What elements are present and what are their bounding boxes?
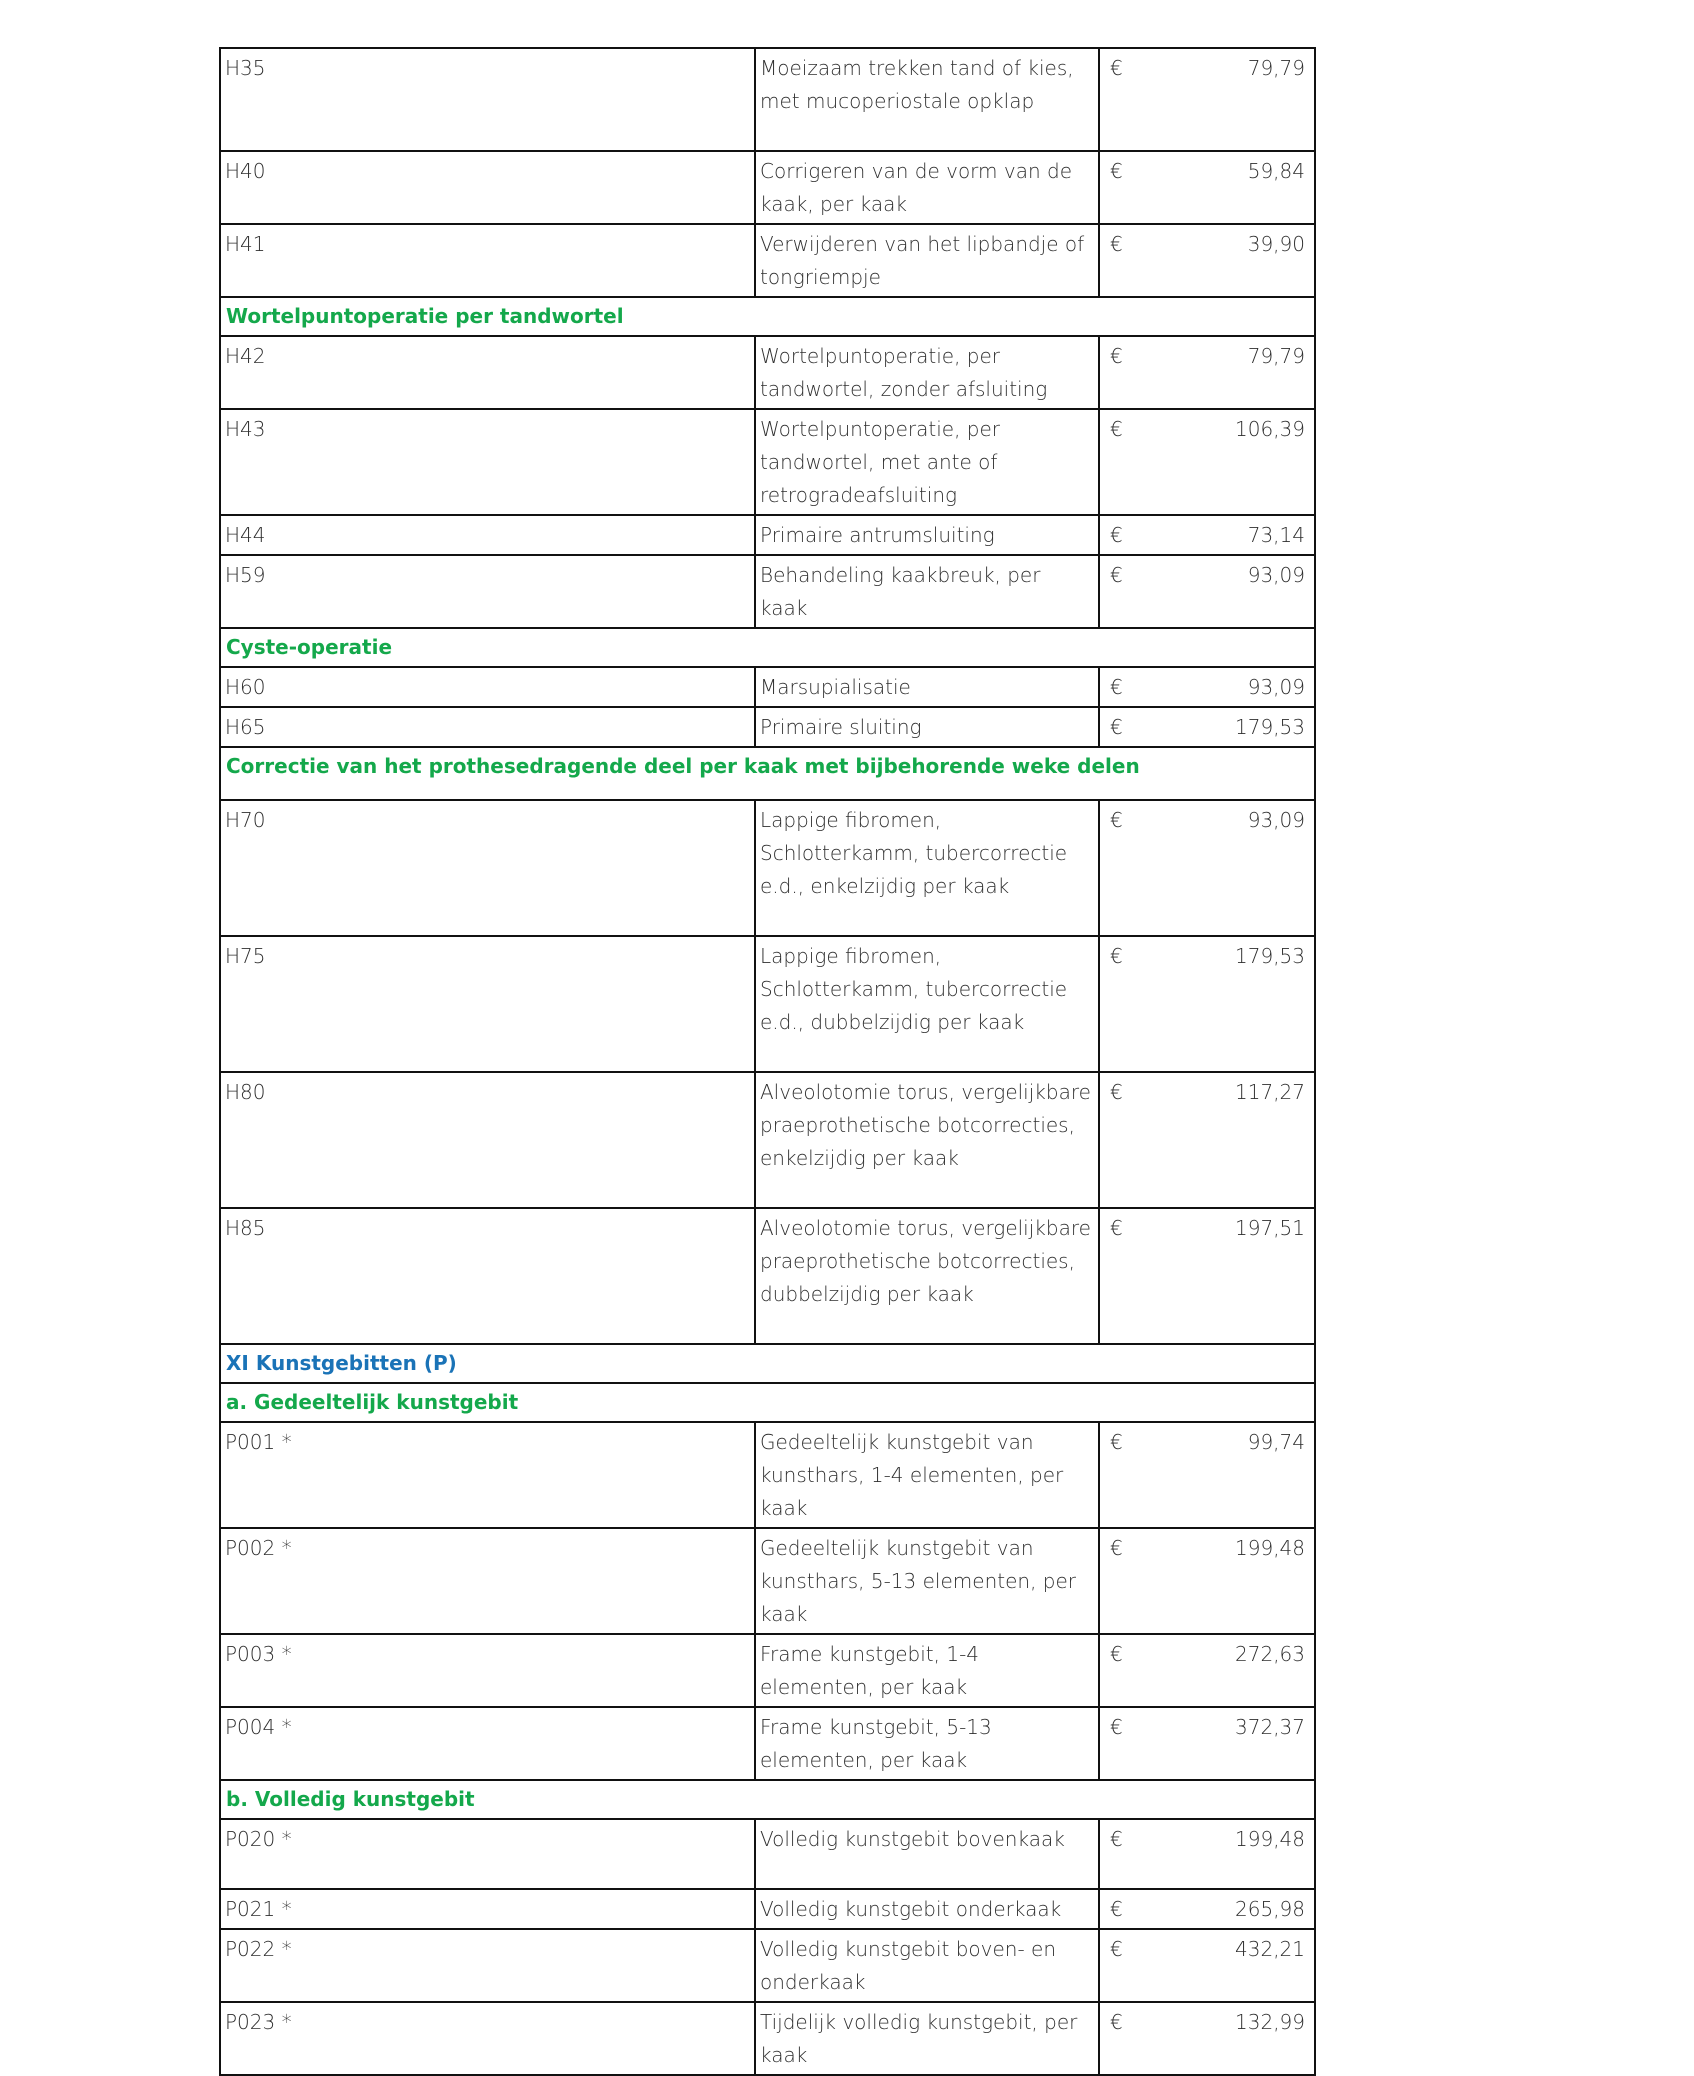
treatment-code: H60	[220, 667, 755, 707]
currency-symbol: €	[1110, 417, 1123, 441]
price-amount: 197,51	[1235, 1216, 1305, 1240]
currency-symbol: €	[1110, 715, 1123, 739]
table-row	[220, 1208, 1315, 1344]
treatment-code: H43	[220, 409, 755, 515]
currency-symbol: €	[1110, 2010, 1123, 2034]
price-amount: 93,09	[1247, 563, 1305, 587]
price-cell	[1099, 1929, 1315, 2002]
price-amount: 372,37	[1235, 1715, 1305, 1739]
price-cell	[1099, 1528, 1315, 1634]
currency-symbol: €	[1110, 56, 1123, 80]
price-amount: 179,53	[1235, 715, 1305, 739]
table-row	[220, 1634, 1315, 1707]
treatment-description: Primaire antrumsluiting	[755, 515, 1099, 555]
treatment-description: Lappige fibromen, Schlotterkamm, tubercorrectie e.d., enkelzijdig per kaak	[755, 800, 1099, 936]
tariff-table	[219, 47, 1316, 2076]
table-row	[220, 1929, 1315, 2002]
price-cell	[1099, 1072, 1315, 1208]
section-row	[220, 1344, 1315, 1383]
treatment-description: Alveolotomie torus, vergelijkbare praeprothetische botcorrecties, enkelzijdig per kaak	[755, 1072, 1099, 1208]
currency-symbol: €	[1110, 523, 1123, 547]
price-cell	[1099, 48, 1315, 151]
table-row	[220, 515, 1315, 555]
treatment-description: Gedeeltelijk kunstgebit van kunsthars, 5-13 elementen, per kaak	[755, 1528, 1099, 1634]
section-title: XI Kunstgebitten (P)	[220, 1344, 1315, 1383]
treatment-code: P023 *	[220, 2002, 755, 2075]
price-cell	[1099, 1819, 1315, 1889]
treatment-code: H85	[220, 1208, 755, 1344]
currency-symbol: €	[1110, 675, 1123, 699]
price-cell	[1099, 2002, 1315, 2075]
treatment-description: Primaire sluiting	[755, 707, 1099, 747]
section-title: Wortelpuntoperatie per tandwortel	[220, 297, 1315, 336]
price-amount: 265,98	[1235, 1897, 1305, 1921]
section-title: Cyste-operatie	[220, 628, 1315, 667]
section-title: b. Volledig kunstgebit	[220, 1780, 1315, 1819]
currency-symbol: €	[1110, 159, 1123, 183]
currency-symbol: €	[1110, 1430, 1123, 1454]
treatment-description: Wortelpuntoperatie, per tandwortel, zonder afsluiting	[755, 336, 1099, 409]
currency-symbol: €	[1110, 944, 1123, 968]
treatment-code: H59	[220, 555, 755, 628]
currency-symbol: €	[1110, 808, 1123, 832]
treatment-description: Verwijderen van het lipbandje of tongriempje	[755, 224, 1099, 297]
price-amount: 39,90	[1247, 232, 1305, 256]
table-row	[220, 2002, 1315, 2075]
price-cell	[1099, 1707, 1315, 1780]
treatment-description: Frame kunstgebit, 5-13 elementen, per kaak	[755, 1707, 1099, 1780]
price-amount: 73,14	[1247, 523, 1305, 547]
currency-symbol: €	[1110, 1897, 1123, 1921]
price-cell	[1099, 555, 1315, 628]
treatment-code: H75	[220, 936, 755, 1072]
price-amount: 179,53	[1235, 944, 1305, 968]
treatment-code: H80	[220, 1072, 755, 1208]
currency-symbol: €	[1110, 1827, 1123, 1851]
currency-symbol: €	[1110, 232, 1123, 256]
table-row	[220, 707, 1315, 747]
treatment-description: Corrigeren van de vorm van de kaak, per kaak	[755, 151, 1099, 224]
currency-symbol: €	[1110, 1642, 1123, 1666]
table-row	[220, 48, 1315, 151]
currency-symbol: €	[1110, 563, 1123, 587]
price-cell	[1099, 936, 1315, 1072]
treatment-description: Wortelpuntoperatie, per tandwortel, met ante of retrogradeafsluiting	[755, 409, 1099, 515]
price-amount: 79,79	[1247, 56, 1305, 80]
price-amount: 132,99	[1235, 2010, 1305, 2034]
price-cell	[1099, 515, 1315, 555]
table-row	[220, 336, 1315, 409]
currency-symbol: €	[1110, 1937, 1123, 1961]
treatment-description: Alveolotomie torus, vergelijkbare praeprothetische botcorrecties, dubbelzijdig per kaak	[755, 1208, 1099, 1344]
price-amount: 106,39	[1235, 417, 1305, 441]
price-amount: 272,63	[1235, 1642, 1305, 1666]
section-title: Correctie van het prothesedragende deel per kaak met bijbehorende weke delen	[220, 747, 1315, 800]
price-amount: 79,79	[1247, 344, 1305, 368]
currency-symbol: €	[1110, 344, 1123, 368]
treatment-code: P020 *	[220, 1819, 755, 1889]
treatment-code: P022 *	[220, 1929, 755, 2002]
price-amount: 99,74	[1247, 1430, 1305, 1454]
table-row	[220, 1072, 1315, 1208]
price-amount: 93,09	[1247, 808, 1305, 832]
treatment-description: Volledig kunstgebit bovenkaak	[755, 1819, 1099, 1889]
table-row	[220, 555, 1315, 628]
price-cell	[1099, 1889, 1315, 1929]
treatment-code: H41	[220, 224, 755, 297]
treatment-code: P002 *	[220, 1528, 755, 1634]
price-cell	[1099, 1634, 1315, 1707]
treatment-description: Frame kunstgebit, 1-4 elementen, per kaak	[755, 1634, 1099, 1707]
table-row	[220, 224, 1315, 297]
price-amount: 199,48	[1235, 1536, 1305, 1560]
table-row	[220, 1889, 1315, 1929]
treatment-description: Gedeeltelijk kunstgebit van kunsthars, 1-4 elementen, per kaak	[755, 1422, 1099, 1528]
treatment-description: Volledig kunstgebit boven- en onderkaak	[755, 1929, 1099, 2002]
table-row	[220, 1422, 1315, 1528]
table-row	[220, 1819, 1315, 1889]
currency-symbol: €	[1110, 1216, 1123, 1240]
treatment-code: P001 *	[220, 1422, 755, 1528]
treatment-code: H70	[220, 800, 755, 936]
treatment-code: H42	[220, 336, 755, 409]
section-row	[220, 1780, 1315, 1819]
price-cell	[1099, 800, 1315, 936]
price-amount: 59,84	[1247, 159, 1305, 183]
price-cell	[1099, 409, 1315, 515]
price-cell	[1099, 707, 1315, 747]
treatment-code: P003 *	[220, 1634, 755, 1707]
treatment-description: Marsupialisatie	[755, 667, 1099, 707]
table-row	[220, 936, 1315, 1072]
table-row	[220, 409, 1315, 515]
price-cell	[1099, 151, 1315, 224]
treatment-code: P004 *	[220, 1707, 755, 1780]
price-cell	[1099, 224, 1315, 297]
price-cell	[1099, 1208, 1315, 1344]
price-cell	[1099, 667, 1315, 707]
section-row	[220, 1383, 1315, 1422]
price-amount: 117,27	[1235, 1080, 1305, 1104]
currency-symbol: €	[1110, 1080, 1123, 1104]
treatment-description: Tijdelijk volledig kunstgebit, per kaak	[755, 2002, 1099, 2075]
price-amount: 432,21	[1235, 1937, 1305, 1961]
treatment-description: Behandeling kaakbreuk, per kaak	[755, 555, 1099, 628]
price-amount: 93,09	[1247, 675, 1305, 699]
treatment-description: Moeizaam trekken tand of kies, met mucoperiostale opklap	[755, 48, 1099, 151]
section-row	[220, 747, 1315, 800]
table-row	[220, 151, 1315, 224]
price-cell	[1099, 1422, 1315, 1528]
currency-symbol: €	[1110, 1715, 1123, 1739]
section-row	[220, 628, 1315, 667]
treatment-code: H44	[220, 515, 755, 555]
treatment-code: P021 *	[220, 1889, 755, 1929]
treatment-code: H35	[220, 48, 755, 151]
table-row	[220, 800, 1315, 936]
table-row	[220, 667, 1315, 707]
currency-symbol: €	[1110, 1536, 1123, 1560]
section-title: a. Gedeeltelijk kunstgebit	[220, 1383, 1315, 1422]
section-row	[220, 297, 1315, 336]
tariff-table-body	[220, 48, 1315, 2075]
table-row	[220, 1707, 1315, 1780]
price-amount: 199,48	[1235, 1827, 1305, 1851]
tariff-page	[219, 47, 1314, 2076]
price-cell	[1099, 336, 1315, 409]
treatment-code: H65	[220, 707, 755, 747]
treatment-description: Volledig kunstgebit onderkaak	[755, 1889, 1099, 1929]
treatment-description: Lappige fibromen, Schlotterkamm, tubercorrectie e.d., dubbelzijdig per kaak	[755, 936, 1099, 1072]
table-row	[220, 1528, 1315, 1634]
treatment-code: H40	[220, 151, 755, 224]
